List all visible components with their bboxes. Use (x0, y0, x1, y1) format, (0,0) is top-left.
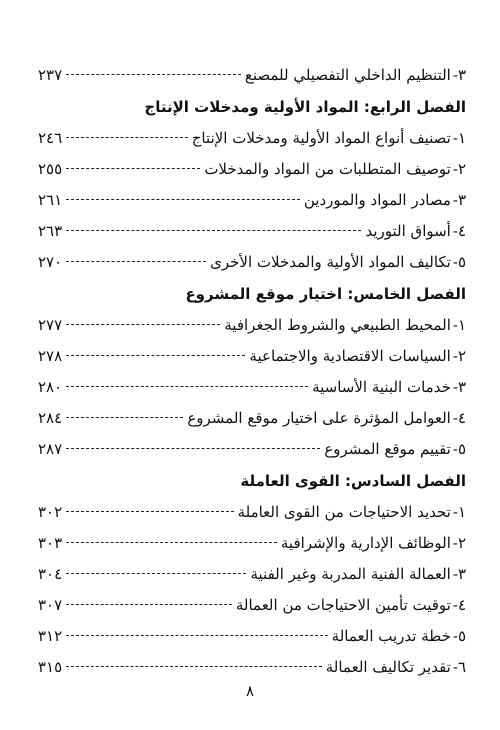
toc-entry-page: ٢٨٧ (38, 440, 63, 458)
dot-leader (66, 168, 200, 169)
toc-entry-title: التنظيم الداخلي التفصيلي للمصنع (244, 66, 451, 84)
dot-leader (66, 355, 245, 356)
dot-leader (66, 199, 300, 200)
toc-entry-page: ٣٠٢ (38, 503, 63, 521)
toc-entry-title: تقييم موقع المشروع (324, 440, 451, 458)
toc-entry-page: ٢٧٨ (38, 347, 63, 365)
toc-entry[interactable] (38, 623, 466, 650)
toc-entry[interactable] (38, 62, 466, 89)
toc-entry[interactable] (38, 499, 466, 526)
dot-leader (66, 666, 322, 667)
toc-entry-number: ٢- (452, 160, 466, 178)
toc-entry-page: ٢٦١ (38, 191, 63, 209)
toc-entry-number: ٤- (452, 596, 466, 614)
toc-entry[interactable] (38, 312, 466, 339)
toc-entry-title: أسواق التوريد (365, 222, 451, 240)
toc-entry-title: تكاليف المواد الأولية والمدخلات الأخرى (210, 253, 451, 271)
toc-entry-number: ٤- (452, 409, 466, 427)
toc-entry-title: خدمات البنية الأساسية (312, 378, 451, 396)
toc-entry[interactable] (38, 374, 466, 401)
toc-entry-page: ٢٦٣ (38, 222, 63, 240)
toc-entry-page: ٣٠٣ (38, 534, 63, 552)
toc-entry-number: ٢- (452, 534, 466, 552)
dot-leader (66, 261, 206, 262)
toc-entry-title: خطة تدريب العمالة (331, 627, 451, 645)
toc-entry-page: ٢٨٠ (38, 378, 63, 396)
toc-entry-number: ٥- (452, 627, 466, 645)
toc-entry-page: ٢٨٤ (38, 409, 63, 427)
toc-entry-title: توصيف المتطلبات من المواد والمدخلات (204, 160, 451, 178)
toc-entry-number: ١- (452, 503, 466, 521)
dot-leader (66, 74, 241, 75)
toc-entry-page: ٢٥٥ (38, 160, 63, 178)
toc-entry-title: المحيط الطبيعي والشروط الجغرافية (224, 316, 451, 334)
toc-entry-number: ٥- (452, 440, 466, 458)
toc-entry-title: تحديد الاحتياجات من القوى العاملة (237, 503, 451, 521)
toc-entry-number: ١- (452, 316, 466, 334)
toc-entry-page: ٢٧٧ (38, 316, 63, 334)
toc-entry-number: ٣- (452, 565, 466, 583)
toc-entry[interactable] (38, 561, 466, 588)
chapter-heading: الفصل الرابع: المواد الأولية ومدخلات الإنتاج (144, 98, 466, 116)
chapter-heading: الفصل السادس: القوى العاملة (240, 472, 466, 490)
toc-entry[interactable] (38, 343, 466, 370)
toc-entry[interactable] (38, 218, 466, 245)
toc-entry-page: ٣٠٤ (38, 565, 63, 583)
toc-entry-title: مصادر المواد والموردين (303, 191, 451, 209)
toc-entry-page: ٣٠٧ (38, 596, 63, 614)
toc-entry-title: الوظائف الإدارية والإشرافية (280, 534, 451, 552)
toc-entry-number: ٥- (452, 253, 466, 271)
toc-entry-number: ٣- (452, 66, 466, 84)
toc-entry-number: ٣- (452, 378, 466, 396)
toc-entry[interactable] (38, 654, 466, 681)
toc-entry-page: ٣١٢ (38, 627, 63, 645)
toc-entry-number: ٢- (452, 347, 466, 365)
dot-leader (66, 635, 328, 636)
toc-entry[interactable] (38, 187, 466, 214)
toc-entry-page: ٢٧٠ (38, 253, 63, 271)
toc-entry-title: تقدير تكاليف العمالة (325, 658, 451, 676)
chapter-heading: الفصل الخامس: اختيار موقع المشروع (185, 285, 466, 303)
toc-entry[interactable] (38, 156, 466, 183)
toc-entry-title: تصنيف أنواع المواد الأولية ومدخلات الإنتاج (191, 129, 451, 147)
toc-entry-title: توقيت تأمين الاحتياجات من العمالة (235, 596, 451, 614)
toc-entry[interactable] (38, 125, 466, 152)
dot-leader (66, 230, 361, 231)
dot-leader (66, 604, 232, 605)
toc-entry[interactable] (38, 592, 466, 619)
dot-leader (66, 137, 188, 138)
toc-entry-page: ٣١٥ (38, 658, 63, 676)
toc-entry-number: ٦- (452, 658, 466, 676)
toc-entry[interactable] (38, 436, 466, 463)
dot-leader (66, 542, 277, 543)
toc-entry-number: ١- (452, 129, 466, 147)
toc-entry-page: ٢٣٧ (38, 66, 63, 84)
toc-entry[interactable] (38, 249, 466, 276)
dot-leader (66, 511, 233, 512)
toc-entry-title: العمالة الفنية المدربة وغير الفنية (250, 565, 451, 583)
toc-entry-number: ٣- (452, 191, 466, 209)
dot-leader (66, 573, 246, 574)
page-number: ٨ (245, 682, 255, 700)
toc-entry[interactable] (38, 530, 466, 557)
dot-leader (66, 448, 320, 449)
dot-leader (66, 324, 220, 325)
table-of-contents (38, 62, 466, 685)
toc-entry[interactable] (38, 405, 466, 432)
dot-leader (66, 417, 183, 418)
toc-entry-number: ٤- (452, 222, 466, 240)
toc-entry-title: السياسات الاقتصادية والاجتماعية (249, 347, 451, 365)
toc-entry-page: ٢٤٦ (38, 129, 63, 147)
toc-entry-title: العوامل المؤثرة على اختيار موقع المشروع (187, 409, 451, 427)
dot-leader (66, 386, 308, 387)
